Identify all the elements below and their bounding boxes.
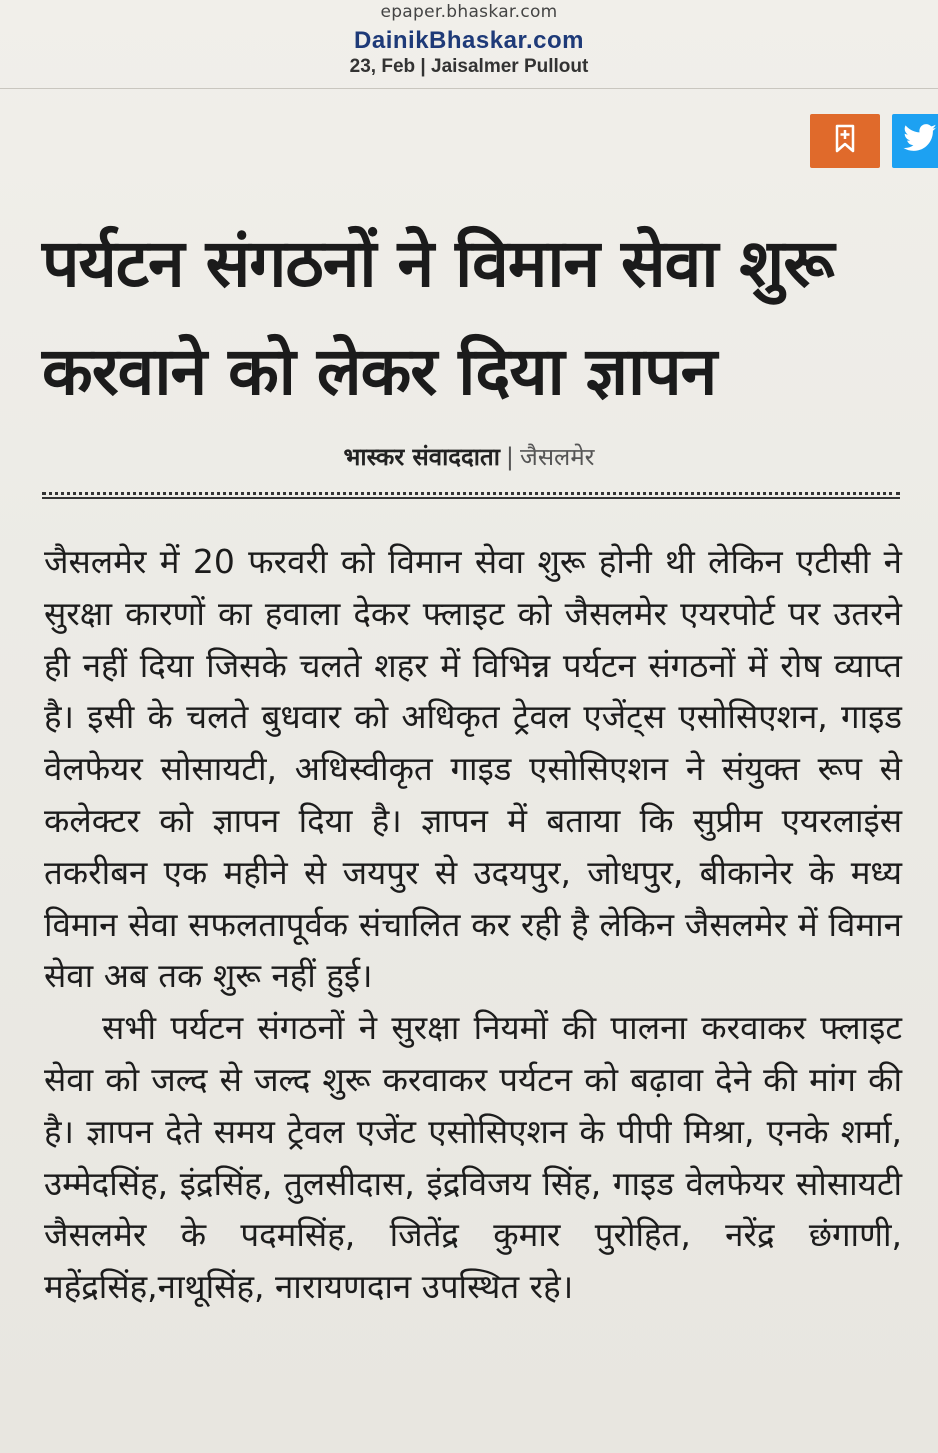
article-paragraph-1: जैसलमेर में 20 फरवरी को विमान सेवा शुरू होनी थी लेकिन एटीसी ने सुरक्षा कारणों का हवाला देकर फ्लाइट को जैसलमेर एयरपोर्ट पर उतरने ही नहीं दिया जिसके चलते शहर में विभिन्न पर्यटन संगठनों में रोष व्याप्त है। इसी के चलते बुधवार को अधिकृत ट्रेवल एजेंट्स एसोसिएशन, गाइड वेलफेयर सोसायटी, अधिस्वीकृत गाइड एसोसिएशन ने संयुक्त रूप से कलेक्टर को ज्ञापन दिया है। ज्ञापन में बताया कि सुप्रीम एयरलाइंस तकरीबन एक महीने से जयपुर से उदयपुर, जोधपुर, बीकानेर के मध्य विमान सेवा सफलतापूर्वक संचालित कर रही है लेकिन जैसलमेर में विमान सेवा अब तक शुरू नहीं हुई। <box>44 542 902 996</box>
byline-city: जैसलमेर <box>520 443 595 471</box>
article-body <box>44 536 902 1313</box>
section-divider <box>42 492 900 499</box>
article-byline <box>0 440 938 473</box>
headline-line-1: पर्यटन संगठनों ने विमान सेवा शुरू <box>42 225 834 302</box>
bookmark-button[interactable] <box>810 114 880 168</box>
browser-url[interactable]: epaper.bhaskar.com <box>380 2 558 22</box>
brand-name[interactable]: DainikBhaskar.com <box>354 28 584 50</box>
byline-reporter: भास्कर संवाददाता <box>343 443 500 471</box>
twitter-icon <box>902 124 938 158</box>
article-paragraph-2: सभी पर्यटन संगठनों ने सुरक्षा नियमों की पालना करवाकर फ्लाइट सेवा को जल्द से जल्द शुरू करवाकर पर्यटन को बढ़ावा देने की मांग की है। ज्ञापन देते समय ट्रेवल एजेंट एसोसिएशन के पीपी मिश्रा, एनके शर्मा, उम्मेदसिंह, इंद्रसिंह, तुलसीदास, इंद्रविजय सिंह, गाइड वेलफेयर सोसायटी जैसलमेर के पदमसिंह, जितेंद्र कुमार पुरोहित, नरेंद्र छंगाणी, महेंद्रसिंह,नाथूसिंह, नारायणदान उपस्थित रहे। <box>44 1008 902 1307</box>
edition-info: 23, Feb | Jaisalmer Pullout <box>349 56 589 77</box>
article-headline <box>42 210 912 426</box>
twitter-share-button[interactable] <box>892 114 938 168</box>
headline-line-2: करवाने को लेकर दिया ज्ञापन <box>42 333 717 410</box>
byline-separator: | <box>505 443 515 471</box>
masthead <box>0 26 938 89</box>
bookmark-icon <box>834 124 856 158</box>
